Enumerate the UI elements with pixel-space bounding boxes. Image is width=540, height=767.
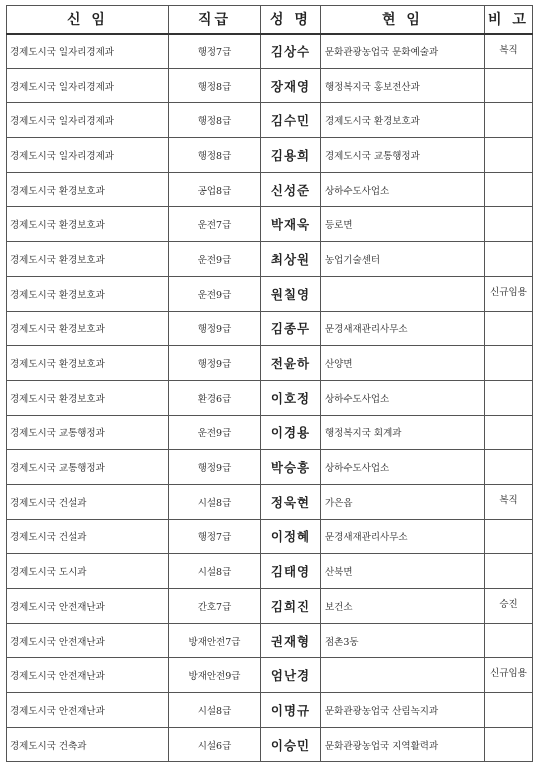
cell-current-position: 상하수도사업소 <box>321 450 485 485</box>
cell-grade: 행정8급 <box>169 68 261 103</box>
cell-remarks <box>485 623 533 658</box>
cell-name: 신성준 <box>261 172 321 207</box>
cell-name: 이명규 <box>261 693 321 728</box>
cell-name: 김용희 <box>261 138 321 173</box>
table-row <box>7 138 533 173</box>
cell-name: 김희진 <box>261 589 321 624</box>
cell-current-position: 등로면 <box>321 207 485 242</box>
table-row <box>7 34 533 69</box>
cell-grade: 방재안전7급 <box>169 623 261 658</box>
cell-name: 박재욱 <box>261 207 321 242</box>
cell-remarks: 승진 <box>485 589 533 624</box>
cell-name: 이호정 <box>261 380 321 415</box>
cell-name: 김종무 <box>261 311 321 346</box>
cell-remarks: 복직 <box>485 484 533 519</box>
cell-grade: 행정7급 <box>169 34 261 69</box>
cell-name: 최상원 <box>261 242 321 277</box>
cell-remarks <box>485 554 533 589</box>
cell-name: 이정혜 <box>261 519 321 554</box>
table-row <box>7 276 533 311</box>
cell-grade: 공업8급 <box>169 172 261 207</box>
cell-grade: 환경6급 <box>169 380 261 415</box>
cell-current-position: 문화관광농업국 문화예술과 <box>321 34 485 69</box>
cell-current-position: 농업기술센터 <box>321 242 485 277</box>
cell-grade: 행정8급 <box>169 103 261 138</box>
cell-remarks <box>485 68 533 103</box>
cell-new-position: 경제도시국 일자리경제과 <box>7 34 169 69</box>
cell-current-position: 문화관광농업국 산림녹지과 <box>321 693 485 728</box>
cell-current-position: 문화관광농업국 지역활력과 <box>321 727 485 762</box>
table-row <box>7 484 533 519</box>
cell-remarks <box>485 415 533 450</box>
cell-name: 김상수 <box>261 34 321 69</box>
cell-current-position <box>321 658 485 693</box>
cell-grade: 운전9급 <box>169 415 261 450</box>
cell-grade: 시설8급 <box>169 484 261 519</box>
header-remarks: 비 고 <box>485 6 533 34</box>
personnel-transfer-sheet <box>6 5 532 762</box>
cell-new-position: 경제도시국 환경보호과 <box>7 172 169 207</box>
cell-new-position: 경제도시국 건설과 <box>7 519 169 554</box>
cell-name: 박승흥 <box>261 450 321 485</box>
cell-new-position: 경제도시국 환경보호과 <box>7 276 169 311</box>
cell-current-position: 행정복지국 홍보전산과 <box>321 68 485 103</box>
cell-current-position: 문경새재관리사무소 <box>321 311 485 346</box>
header-current-position: 현 임 <box>321 6 485 34</box>
cell-grade: 운전9급 <box>169 276 261 311</box>
cell-new-position: 경제도시국 환경보호과 <box>7 380 169 415</box>
header-new-position: 신 임 <box>7 6 169 34</box>
cell-remarks <box>485 103 533 138</box>
header-grade: 직급 <box>169 6 261 34</box>
cell-remarks <box>485 346 533 381</box>
cell-current-position: 산북면 <box>321 554 485 589</box>
table-row <box>7 346 533 381</box>
cell-remarks <box>485 727 533 762</box>
cell-current-position: 산양면 <box>321 346 485 381</box>
cell-new-position: 경제도시국 일자리경제과 <box>7 68 169 103</box>
cell-grade: 행정7급 <box>169 519 261 554</box>
cell-name: 엄난경 <box>261 658 321 693</box>
table-row <box>7 415 533 450</box>
cell-grade: 시설8급 <box>169 693 261 728</box>
cell-remarks <box>485 693 533 728</box>
table-body <box>7 34 533 762</box>
cell-new-position: 경제도시국 안전재난과 <box>7 693 169 728</box>
cell-new-position: 경제도시국 환경보호과 <box>7 242 169 277</box>
cell-grade: 행정9급 <box>169 450 261 485</box>
cell-grade: 행정9급 <box>169 311 261 346</box>
cell-current-position: 상하수도사업소 <box>321 172 485 207</box>
cell-remarks <box>485 242 533 277</box>
cell-name: 이경용 <box>261 415 321 450</box>
cell-new-position: 경제도시국 환경보호과 <box>7 207 169 242</box>
cell-name: 권재형 <box>261 623 321 658</box>
table-row <box>7 311 533 346</box>
table-row <box>7 450 533 485</box>
table-row <box>7 589 533 624</box>
cell-current-position: 점촌3동 <box>321 623 485 658</box>
cell-name: 전윤하 <box>261 346 321 381</box>
cell-remarks: 복직 <box>485 34 533 69</box>
table-row <box>7 658 533 693</box>
table-row <box>7 693 533 728</box>
cell-current-position <box>321 276 485 311</box>
cell-new-position: 경제도시국 일자리경제과 <box>7 103 169 138</box>
cell-name: 장재영 <box>261 68 321 103</box>
cell-current-position: 경제도시국 교통행정과 <box>321 138 485 173</box>
cell-remarks: 신규임용 <box>485 658 533 693</box>
table-row <box>7 103 533 138</box>
cell-remarks <box>485 172 533 207</box>
cell-name: 이승민 <box>261 727 321 762</box>
cell-new-position: 경제도시국 교통행정과 <box>7 450 169 485</box>
cell-remarks <box>485 380 533 415</box>
cell-current-position: 경제도시국 환경보호과 <box>321 103 485 138</box>
cell-current-position: 가은읍 <box>321 484 485 519</box>
header-name: 성 명 <box>261 6 321 34</box>
cell-grade: 방재안전9급 <box>169 658 261 693</box>
cell-remarks <box>485 450 533 485</box>
personnel-table <box>6 5 533 762</box>
cell-grade: 간호7급 <box>169 589 261 624</box>
cell-remarks: 신규임용 <box>485 276 533 311</box>
cell-remarks <box>485 138 533 173</box>
table-row <box>7 207 533 242</box>
cell-name: 원칠영 <box>261 276 321 311</box>
cell-new-position: 경제도시국 건축과 <box>7 727 169 762</box>
cell-grade: 시설8급 <box>169 554 261 589</box>
cell-grade: 시설6급 <box>169 727 261 762</box>
cell-new-position: 경제도시국 교통행정과 <box>7 415 169 450</box>
cell-grade: 행정8급 <box>169 138 261 173</box>
cell-grade: 행정9급 <box>169 346 261 381</box>
cell-new-position: 경제도시국 환경보호과 <box>7 311 169 346</box>
cell-grade: 운전9급 <box>169 242 261 277</box>
cell-new-position: 경제도시국 환경보호과 <box>7 346 169 381</box>
cell-current-position: 행정복지국 회계과 <box>321 415 485 450</box>
cell-name: 김태영 <box>261 554 321 589</box>
table-row <box>7 68 533 103</box>
table-row <box>7 242 533 277</box>
table-row <box>7 554 533 589</box>
cell-new-position: 경제도시국 일자리경제과 <box>7 138 169 173</box>
cell-remarks <box>485 311 533 346</box>
table-row <box>7 519 533 554</box>
table-row <box>7 623 533 658</box>
cell-name: 김수민 <box>261 103 321 138</box>
cell-new-position: 경제도시국 안전재난과 <box>7 623 169 658</box>
cell-current-position: 상하수도사업소 <box>321 380 485 415</box>
cell-new-position: 경제도시국 안전재난과 <box>7 658 169 693</box>
cell-new-position: 경제도시국 안전재난과 <box>7 589 169 624</box>
cell-current-position: 문경새재관리사무소 <box>321 519 485 554</box>
cell-name: 정욱현 <box>261 484 321 519</box>
table-row <box>7 380 533 415</box>
cell-current-position: 보건소 <box>321 589 485 624</box>
header-row <box>7 6 533 34</box>
cell-remarks <box>485 207 533 242</box>
cell-remarks <box>485 519 533 554</box>
table-row <box>7 172 533 207</box>
table-row <box>7 727 533 762</box>
cell-new-position: 경제도시국 도시과 <box>7 554 169 589</box>
cell-grade: 운전7급 <box>169 207 261 242</box>
cell-new-position: 경제도시국 건설과 <box>7 484 169 519</box>
